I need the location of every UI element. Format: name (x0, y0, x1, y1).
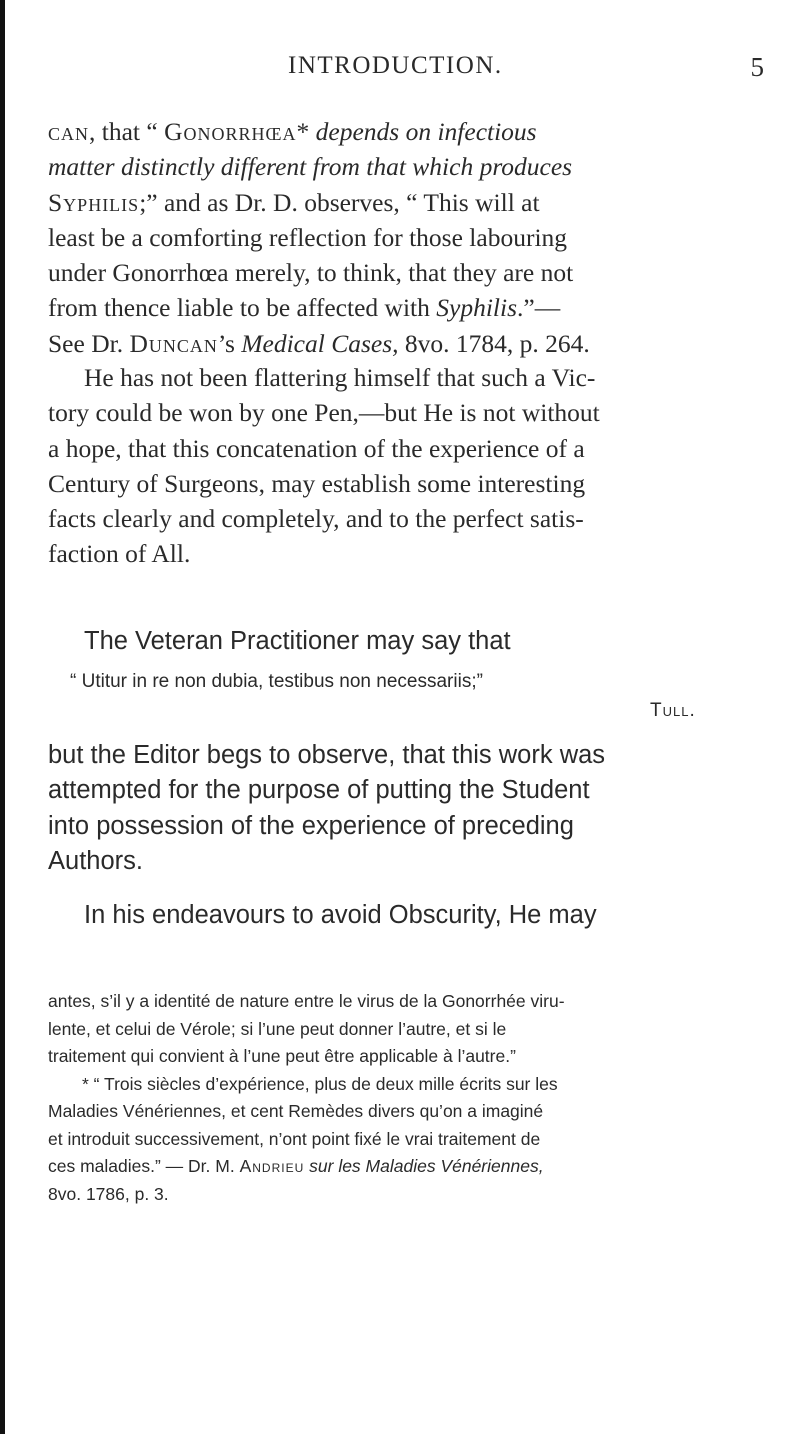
text-line (48, 185, 770, 220)
text-line: facts clearly and completely, and to the perfect satis- (48, 504, 584, 534)
footnote-marker: * (296, 117, 316, 146)
text-fragment: , that “ (89, 117, 165, 146)
text-fragment: Medical Cases, (241, 328, 399, 358)
footnote-line: * “ Trois siècles d’expérience, plus de deux mille écrits sur les (82, 1073, 558, 1094)
text-line (48, 326, 770, 361)
paragraph-editor-observes (48, 738, 770, 879)
text-fragment: Gonorrhœa (164, 117, 297, 146)
text-line (48, 290, 770, 325)
text-line: into possession of the experience of preceding (48, 811, 574, 840)
footnote-line (48, 1153, 778, 1181)
text-fragment: .”— (517, 293, 561, 323)
text-line: attempted for the purpose of putting the Student (48, 776, 590, 805)
running-title: INTRODUCTION. (288, 52, 503, 79)
paragraph-gonorrhoea-syphilis (48, 114, 770, 361)
text-fragment: Syphilis (48, 187, 140, 217)
text-line: In his endeavours to avoid Obscurity, He may (84, 901, 597, 929)
text-fragment: ces maladies.” — Dr. M. (48, 1156, 240, 1176)
footnote-line: lente, et celui de Vérole; si l’une peut donner l’autre, et si le (48, 1018, 507, 1039)
text-line: He has not been flattering himself that such a Vic- (84, 363, 596, 392)
quotation-text: “ Utitur in re non dubia, testibus non necessariis;” (70, 671, 483, 692)
text-fragment: Duncan (129, 328, 218, 358)
paragraph-veteran-practitioner (48, 624, 770, 659)
text-line: The Veteran Practitioner may say that (84, 627, 511, 655)
text-fragment: matter distinctly different from that which produces (48, 152, 573, 182)
text-fragment: ’s (217, 328, 242, 358)
text-fragment: can (48, 117, 90, 146)
footnote-line: Maladies Vénériennes, et cent Remèdes divers qu’on a imaginé (48, 1101, 544, 1121)
text-line (48, 114, 770, 149)
text-fragment: sur les Maladies Vénériennes, (309, 1156, 544, 1176)
text-fragment: from thence liable to be affected with (48, 293, 437, 323)
quotation-author: Tull. (650, 700, 696, 721)
paragraph-endeavours (48, 898, 770, 933)
footnotes (48, 988, 778, 1208)
paragraph-century-of-surgeons (48, 360, 770, 572)
running-header (0, 52, 800, 92)
page-binding-edge (0, 0, 5, 1434)
footnote-line: 8vo. 1786, p. 3. (48, 1183, 169, 1204)
text-line (48, 149, 770, 184)
text-line: Authors. (48, 846, 143, 875)
text-fragment: depends on infectious (315, 117, 537, 146)
footnote-line: traitement qui convient à l’une peut être applicable à l’autre.” (48, 1046, 516, 1066)
text-line: but the Editor begs to observe, that this work was (48, 741, 606, 769)
latin-quotation (60, 668, 760, 726)
footnote-line: antes, s’il y a identité de nature entre le virus de la Gonorrhée viru- (48, 991, 565, 1011)
text-fragment: ;” and as Dr. D. observes, “ This will at (139, 187, 540, 217)
text-fragment: Syphilis (436, 293, 517, 323)
text-line: least be a comforting reflection for those labouring (48, 222, 568, 252)
footnote-line: et introduit successivement, n’ont point fixé le vrai traitement de (48, 1128, 541, 1149)
text-fragment: 8vo. 1784, p. 264. (398, 328, 590, 358)
text-line: tory could be won by one Pen,—but He is not without (48, 398, 600, 428)
page-number: 5 (750, 52, 764, 82)
text-line: Century of Surgeons, may establish some interesting (48, 468, 586, 498)
text-fragment: Andrieu (239, 1156, 305, 1176)
text-fragment: See Dr. (48, 328, 130, 358)
text-line: under Gonorrhœa merely, to think, that they are not (48, 258, 574, 288)
text-line: a hope, that this concatenation of the experience of a (48, 433, 585, 463)
text-line: faction of All. (48, 539, 191, 569)
